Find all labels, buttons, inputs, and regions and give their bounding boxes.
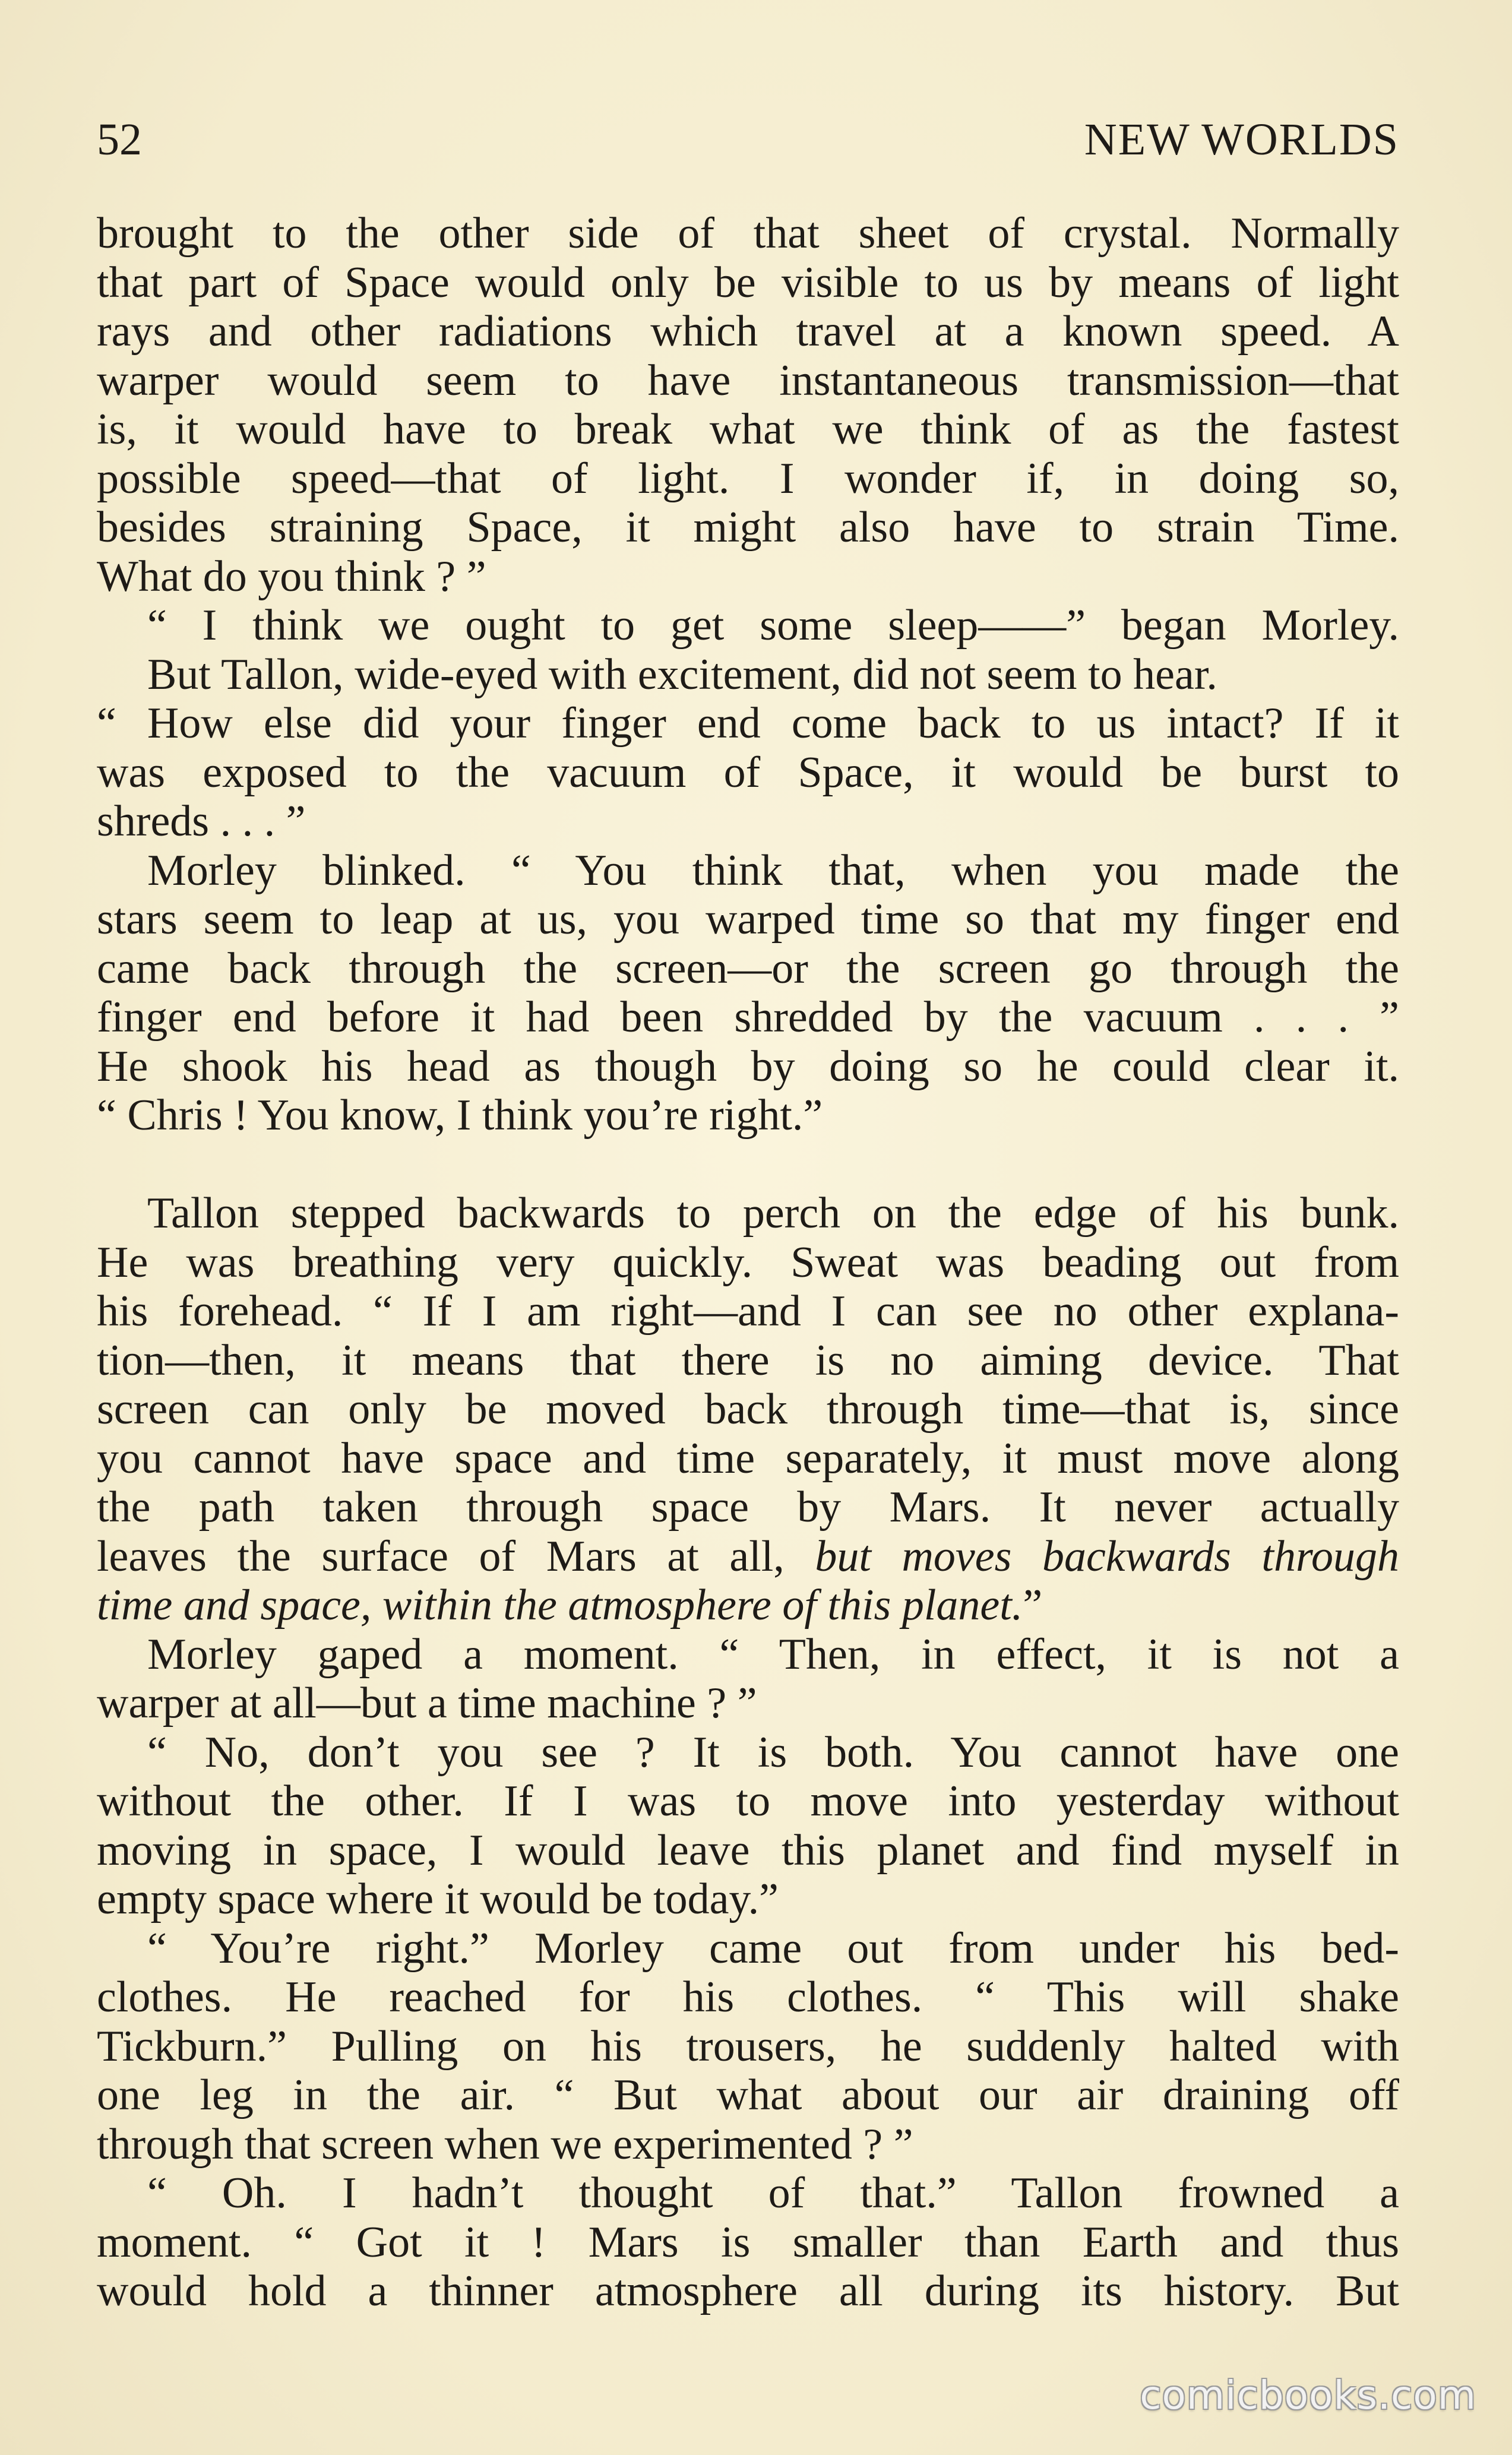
page-number: 52 bbox=[97, 115, 142, 164]
body-text bbox=[97, 209, 1399, 2316]
text-line: “ How else did your finger end come back to us intact? If it bbox=[97, 699, 1399, 748]
text-line: stars seem to leap at us, you warped time so that my finger end bbox=[97, 895, 1399, 944]
italic-text: time and space, within the atmosphere of this planet. bbox=[97, 1581, 1023, 1630]
text-line: shreds . . . ” bbox=[97, 797, 306, 846]
text-line: Tallon stepped backwards to perch on the edge of his bunk. bbox=[147, 1189, 1399, 1238]
text-segment: leaves the surface of Mars at all, bbox=[97, 1532, 785, 1581]
text-line: rays and other radiations which travel at a known speed. A bbox=[97, 307, 1399, 356]
text-line: empty space where it would be today.” bbox=[97, 1875, 779, 1923]
text-line: that part of Space would only be visible to us by means of light bbox=[97, 258, 1399, 307]
watermark-logo: comicbooks.com bbox=[1140, 2372, 1476, 2418]
text-line: moment. “ Got it ! Mars is smaller than Earth and thus bbox=[97, 2217, 1399, 2267]
text-line: without the other. If I was to move into yesterday without bbox=[97, 1777, 1399, 1826]
text-line: Morley blinked. “ You think that, when you made the bbox=[147, 846, 1399, 895]
text-line: the path taken through space by Mars. It never actually bbox=[97, 1483, 1399, 1532]
text-line: screen can only be moved back through time—that is, since bbox=[97, 1385, 1399, 1434]
italic-text: but moves backwards through bbox=[815, 1532, 1400, 1581]
text-line: through that screen when we experimented ? ” bbox=[97, 2119, 913, 2169]
text-line: Morley gaped a moment. “ Then, in effect, it is not a bbox=[147, 1630, 1399, 1679]
text-line bbox=[97, 1532, 1399, 1581]
text-line: was exposed to the vacuum of Space, it would be burst to bbox=[97, 748, 1399, 797]
text-line: you cannot have space and time separately, it must move along bbox=[97, 1434, 1399, 1483]
text-line: “ You’re right.” Morley came out from under his bed- bbox=[147, 1923, 1399, 1973]
text-line: came back through the screen—or the screen go through the bbox=[97, 944, 1399, 993]
text-line: warper would seem to have instantaneous transmission—that bbox=[97, 356, 1399, 405]
text-line: besides straining Space, it might also have to strain Time. bbox=[97, 503, 1399, 552]
text-line: is, it would have to break what we think of as the fastest bbox=[97, 405, 1399, 454]
text-segment: ” bbox=[1023, 1581, 1043, 1630]
text-line: his forehead. “ If I am right—and I can see no other explana- bbox=[97, 1287, 1399, 1336]
text-line: warper at all—but a time machine ? ” bbox=[97, 1679, 757, 1728]
text-line: tion—then, it means that there is no aiming device. That bbox=[97, 1336, 1399, 1385]
text-line: would hold a thinner atmosphere all during its history. But bbox=[97, 2267, 1399, 2315]
text-line: But Tallon, wide-eyed with excitement, did not seem to hear. bbox=[147, 650, 1217, 699]
text-line: moving in space, I would leave this planet and find myself in bbox=[97, 1826, 1399, 1875]
text-line: one leg in the air. “ But what about our air draining off bbox=[97, 2071, 1399, 2119]
text-line: “ No, don’t you see ? It is both. You cannot have one bbox=[147, 1728, 1399, 1777]
text-line: He was breathing very quickly. Sweat was beading out from bbox=[97, 1238, 1399, 1287]
section-break bbox=[97, 1140, 1399, 1189]
text-line: finger end before it had been shredded by the vacuum . . . ” bbox=[97, 993, 1399, 1042]
text-line: clothes. He reached for his clothes. “ This will shake bbox=[97, 1973, 1399, 2021]
text-line: “ Chris ! You know, I think you’re right.” bbox=[97, 1091, 823, 1140]
text-line: possible speed—that of light. I wonder if, in doing so, bbox=[97, 454, 1399, 503]
text-line: He shook his head as though by doing so he could clear it. bbox=[97, 1042, 1399, 1091]
running-head bbox=[97, 110, 1399, 169]
text-line: brought to the other side of that sheet of crystal. Normally bbox=[97, 209, 1399, 258]
text-line bbox=[97, 1581, 1399, 1630]
text-line: “ Oh. I hadn’t thought of that.” Tallon frowned a bbox=[147, 2169, 1399, 2217]
running-title: NEW WORLDS bbox=[1084, 115, 1399, 164]
text-line: Tickburn.” Pulling on his trousers, he suddenly halted with bbox=[97, 2021, 1399, 2071]
text-line: What do you think ? ” bbox=[97, 552, 486, 601]
text-line: “ I think we ought to get some sleep——” began Morley. bbox=[147, 601, 1399, 650]
